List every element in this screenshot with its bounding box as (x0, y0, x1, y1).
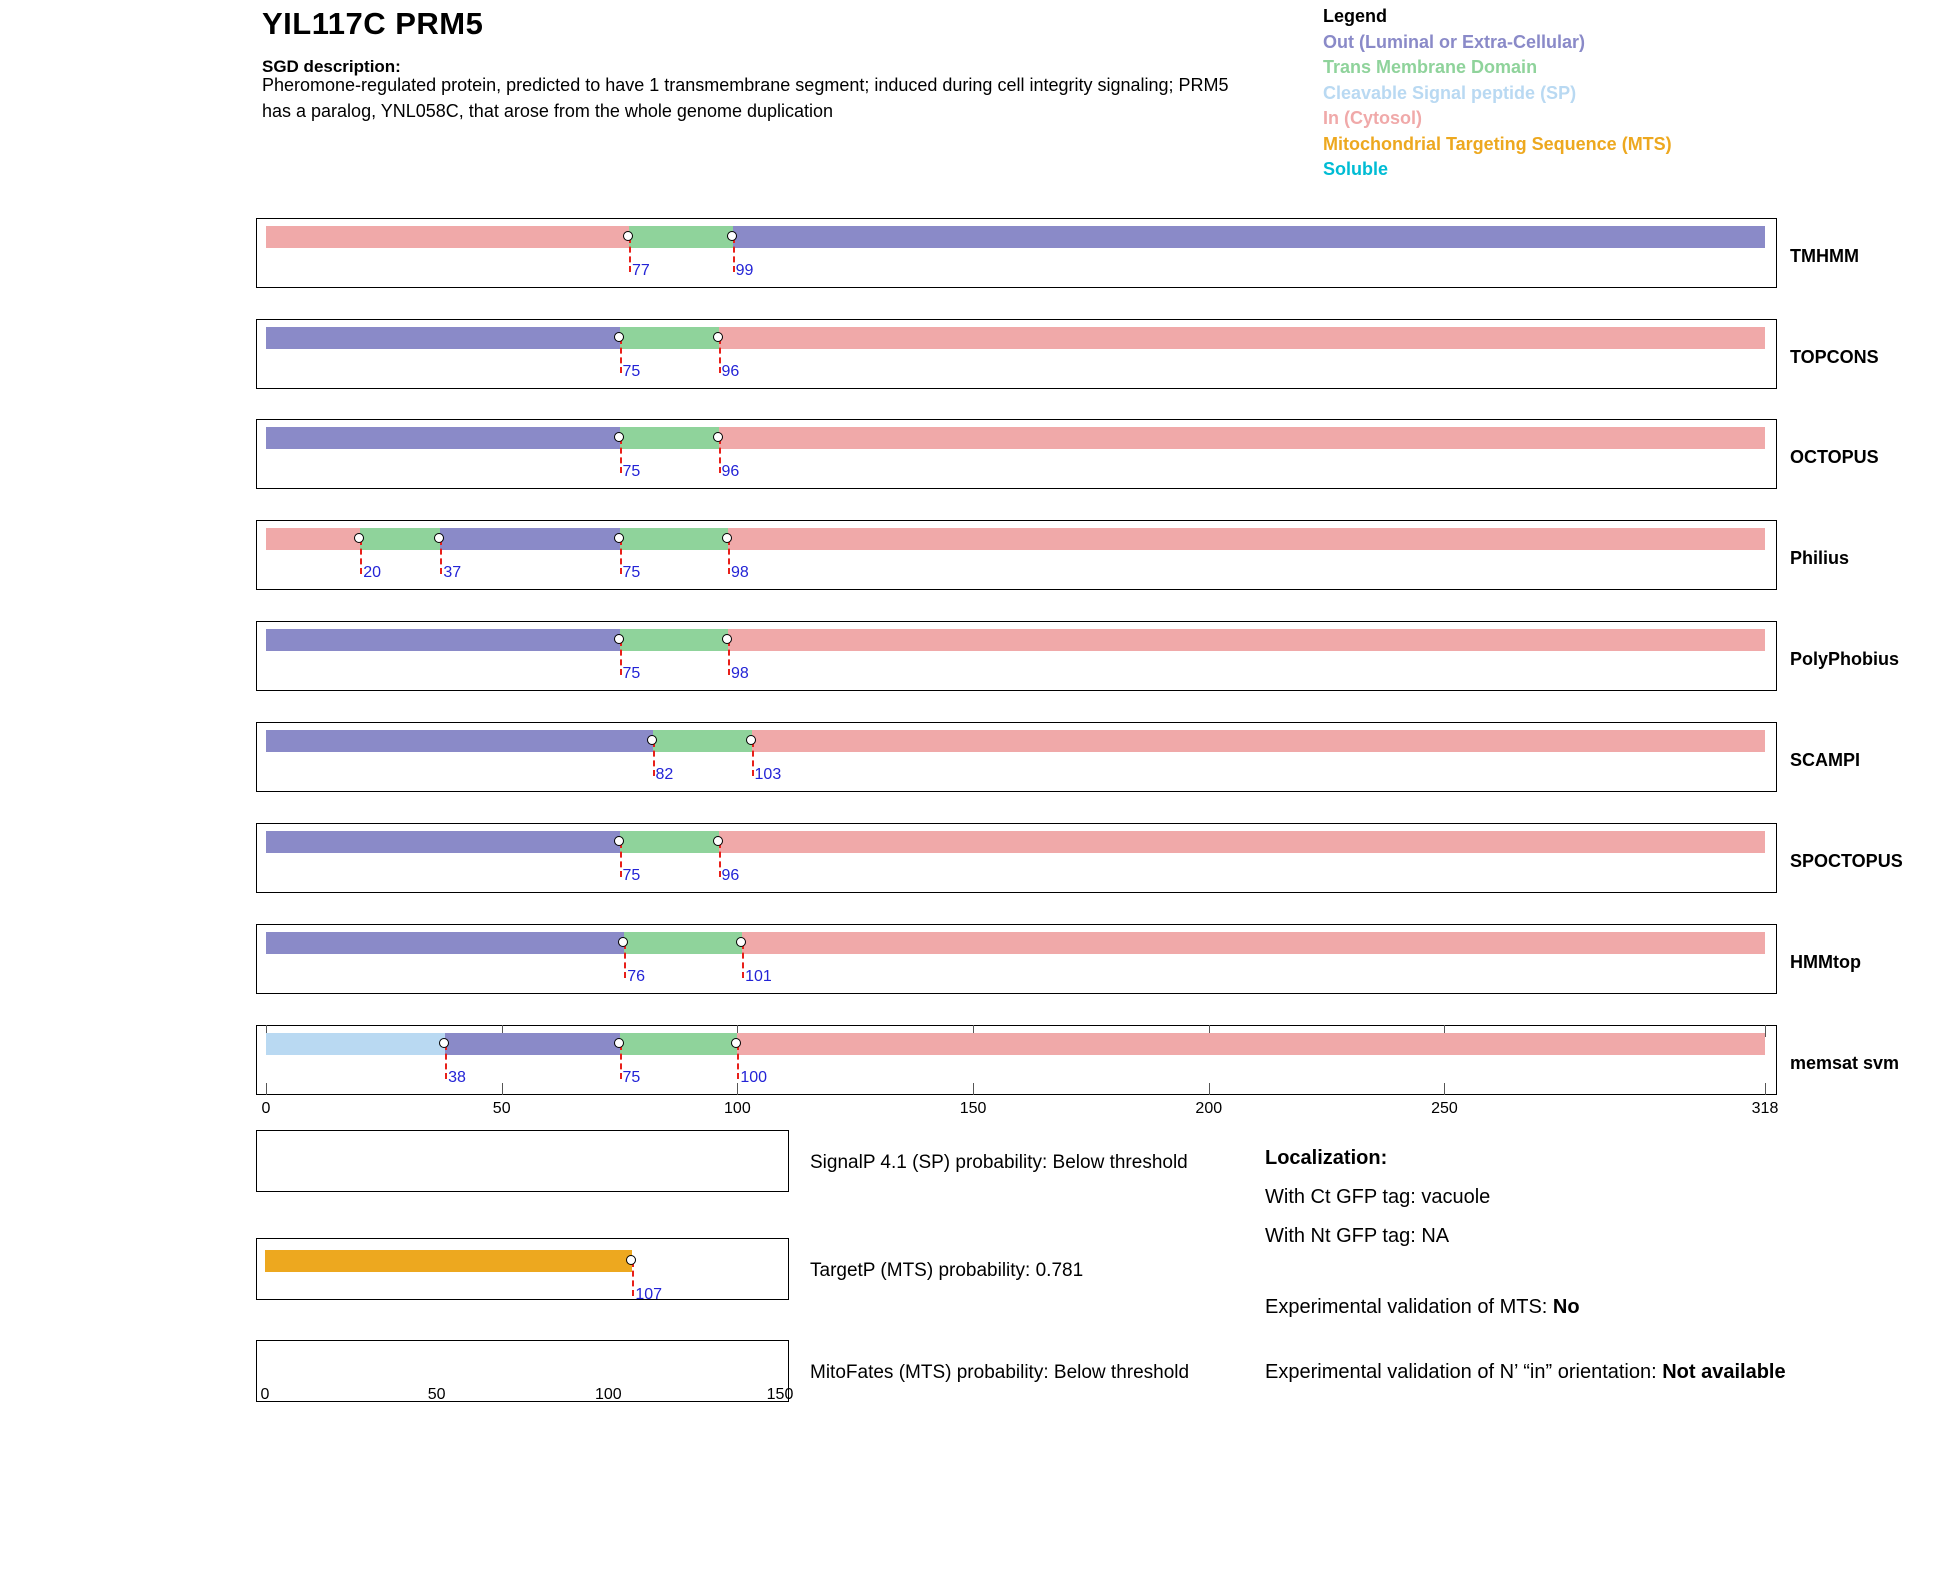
marker-dashed-line (719, 842, 721, 877)
nt-gfp-tag: With Nt GFP tag: NA (1265, 1225, 1450, 1247)
track-name-label: memsat svm (1790, 1053, 1900, 1073)
segment-tmd (620, 528, 728, 550)
segment-tmd (620, 427, 719, 449)
track-polyphobius (256, 621, 1777, 691)
marker-circle-icon (713, 332, 723, 342)
marker-dashed-line (360, 539, 362, 574)
marker-dashed-line (733, 237, 735, 272)
orientation-validation (1265, 1357, 1885, 1388)
axis-tick-label: 150 (766, 1386, 794, 1403)
track-bar (266, 730, 1765, 752)
marker-dashed-line (620, 438, 622, 473)
marker-circle-icon (614, 332, 624, 342)
panel-bar-mts (265, 1250, 632, 1272)
marker-dashed-line (445, 1044, 447, 1079)
segment-in (719, 327, 1765, 349)
panel-box (256, 1130, 789, 1192)
marker-position-label: 75 (622, 463, 641, 480)
segment-tmd (624, 932, 742, 954)
marker-dashed-line (632, 1261, 634, 1296)
bottom-axis (256, 1382, 794, 1408)
segment-out (266, 831, 620, 853)
panel-text-signalp: SignalP 4.1 (SP) probability: Below threshold (810, 1152, 1188, 1173)
marker-position-label: 75 (622, 1069, 641, 1086)
axis-tick-mark (973, 1083, 974, 1095)
legend-title: Legend (1323, 6, 1388, 26)
marker-position-label: 96 (721, 463, 740, 480)
legend (1323, 4, 1672, 183)
marker-position-label: 100 (740, 1069, 768, 1086)
track-name-label: PolyPhobius (1790, 649, 1900, 669)
marker-circle-icon (746, 735, 756, 745)
segment-tmd (620, 327, 719, 349)
marker-dashed-line (440, 539, 442, 574)
marker-position-label: 75 (622, 665, 641, 682)
marker-dashed-line (620, 640, 622, 675)
marker-dashed-line (719, 338, 721, 373)
track-name-label: OCTOPUS (1790, 447, 1879, 467)
marker-dashed-line (620, 539, 622, 574)
segment-out (266, 327, 620, 349)
marker-circle-icon (713, 836, 723, 846)
axis-tick-label: 50 (492, 1100, 511, 1117)
track-bar (266, 528, 1765, 550)
panel-text-mitofates: MitoFates (MTS) probability: Below threshold (810, 1362, 1190, 1383)
marker-dashed-line (620, 842, 622, 877)
axis-tick-mark (1209, 1083, 1210, 1095)
localization-heading: Localization: (1265, 1147, 1388, 1169)
marker-position-label: 75 (622, 867, 641, 884)
panel-signalp (256, 1130, 789, 1192)
marker-circle-icon (647, 735, 657, 745)
segment-out (733, 226, 1765, 248)
marker-dashed-line (728, 539, 730, 574)
axis-tick-mark (1765, 1025, 1766, 1037)
main-axis (256, 1096, 1777, 1122)
marker-position-label: 103 (754, 766, 782, 783)
page-title: YIL117C PRM5 (262, 6, 484, 41)
segment-out (266, 730, 653, 752)
axis-tick-label: 250 (1431, 1100, 1458, 1117)
axis-tick-label: 0 (260, 1386, 270, 1403)
axis-tick-label: 200 (1195, 1100, 1223, 1117)
localization-info (1265, 1143, 1885, 1388)
track-octopus (256, 419, 1777, 489)
segment-in (728, 629, 1765, 651)
segment-tmd (653, 730, 752, 752)
axis-tick-label: 50 (427, 1386, 446, 1403)
axis-tick-label: 0 (261, 1100, 271, 1117)
axis-tick-mark (737, 1083, 738, 1095)
marker-position-label: 75 (622, 363, 641, 380)
legend-item-mts: Mitochondrial Targeting Sequence (MTS) (1323, 133, 1672, 154)
mts-validation-label: Experimental validation of MTS: (1265, 1296, 1548, 1318)
track-scampi (256, 722, 1777, 792)
marker-dashed-line (629, 237, 631, 272)
marker-circle-icon (614, 836, 624, 846)
track-name-label: HMMtop (1790, 952, 1861, 972)
track-hmmtop (256, 924, 1777, 994)
axis-tick-label: 100 (594, 1386, 622, 1403)
orientation-validation-label: Experimental validation of N’ “in” orientation: (1265, 1361, 1657, 1383)
axis-tick-mark (502, 1083, 503, 1095)
track-topcons (256, 319, 1777, 389)
marker-dashed-line (737, 1044, 739, 1079)
marker-position-label: 77 (631, 262, 650, 279)
panel-targetp (256, 1238, 789, 1303)
marker-dashed-line (620, 1044, 622, 1079)
track-bar (266, 932, 1765, 954)
marker-position-label: 99 (735, 262, 754, 279)
marker-position-label: 98 (730, 665, 749, 682)
track-bar (266, 427, 1765, 449)
segment-tmd (620, 1033, 738, 1055)
marker-circle-icon (722, 533, 732, 543)
marker-dashed-line (742, 943, 744, 978)
segment-in (737, 1033, 1765, 1055)
legend-item-soluble: Soluble (1323, 159, 1389, 180)
legend-item-tmd: Trans Membrane Domain (1323, 57, 1538, 78)
segment-in (752, 730, 1765, 752)
segment-tmd (620, 629, 728, 651)
axis-tick-label: 150 (959, 1100, 987, 1117)
marker-circle-icon (614, 634, 624, 644)
marker-position-label: 20 (363, 564, 382, 581)
mts-validation-value: No (1552, 1296, 1580, 1318)
legend-item-in: In (Cytosol) (1323, 108, 1422, 129)
marker-position-label: 75 (622, 564, 641, 581)
marker-dashed-line (752, 741, 754, 776)
marker-position-label: 37 (443, 564, 462, 581)
marker-circle-icon (623, 231, 633, 241)
segment-out (266, 629, 620, 651)
track-philius (256, 520, 1777, 590)
marker-circle-icon (713, 432, 723, 442)
track-bar (266, 629, 1765, 651)
segment-in (728, 528, 1765, 550)
marker-position-label: 101 (745, 968, 772, 985)
segment-tmd (360, 528, 440, 550)
legend-item-sp: Cleavable Signal peptide (SP) (1323, 82, 1577, 103)
marker-position-label: 38 (448, 1069, 466, 1086)
track-bar (266, 226, 1765, 248)
track-name-label: TOPCONS (1790, 347, 1879, 367)
marker-position-label: 82 (655, 766, 674, 783)
marker-position-label: 98 (730, 564, 749, 581)
segment-in (719, 427, 1765, 449)
sgd-description-label: SGD description: (262, 57, 401, 76)
marker-dashed-line (653, 741, 655, 776)
orientation-validation-value: Not available (1662, 1361, 1786, 1383)
axis-tick-label: 100 (724, 1100, 751, 1117)
marker-position-label: 107 (635, 1286, 663, 1303)
marker-circle-icon (614, 432, 624, 442)
track-name-label: SPOCTOPUS (1790, 851, 1903, 871)
segment-out (440, 528, 619, 550)
axis-tick-mark (266, 1083, 267, 1095)
track-name-label: TMHMM (1790, 246, 1859, 266)
axis-tick-mark (1444, 1083, 1445, 1095)
sgd-description-text: Pheromone-regulated protein, predicted to have 1 transmembrane segment; induced during cell integrity signaling; PRM5 has a paralog, YNL058C, that arose from the whole genome duplication (262, 75, 1229, 122)
ct-gfp-tag: With Ct GFP tag: vacuole (1265, 1186, 1491, 1208)
track-tmhmm (256, 218, 1777, 288)
marker-dashed-line (620, 338, 622, 373)
mts-validation (1265, 1292, 1885, 1323)
marker-circle-icon (614, 533, 624, 543)
marker-circle-icon (614, 1038, 624, 1048)
marker-dashed-line (719, 438, 721, 473)
marker-position-label: 76 (627, 968, 646, 985)
segment-in (742, 932, 1765, 954)
segment-out (445, 1033, 619, 1055)
track-spoctopus (256, 823, 1777, 893)
segment-tmd (620, 831, 719, 853)
track-bar (266, 831, 1765, 853)
legend-item-out: Out (Luminal or Extra-Cellular) (1323, 31, 1586, 52)
axis-tick-label: 318 (1751, 1100, 1779, 1117)
marker-circle-icon (727, 231, 737, 241)
segment-tmd (629, 226, 733, 248)
segment-out (266, 427, 620, 449)
panel-text-targetp: TargetP (MTS) probability: 0.781 (810, 1260, 1084, 1281)
track-name-label: SCAMPI (1790, 750, 1861, 770)
track-bar (266, 327, 1765, 349)
segment-out (266, 932, 624, 954)
segment-sp (266, 1033, 445, 1055)
marker-dashed-line (728, 640, 730, 675)
segment-in (266, 226, 629, 248)
marker-position-label: 96 (721, 867, 740, 884)
axis-tick-mark (1765, 1083, 1766, 1095)
segment-in (266, 528, 360, 550)
marker-circle-icon (722, 634, 732, 644)
marker-position-label: 96 (721, 363, 740, 380)
track-memsat-svm (256, 1025, 1777, 1095)
track-bar (266, 1033, 1765, 1055)
track-name-label: Philius (1790, 548, 1850, 568)
segment-in (719, 831, 1765, 853)
marker-dashed-line (624, 943, 626, 978)
